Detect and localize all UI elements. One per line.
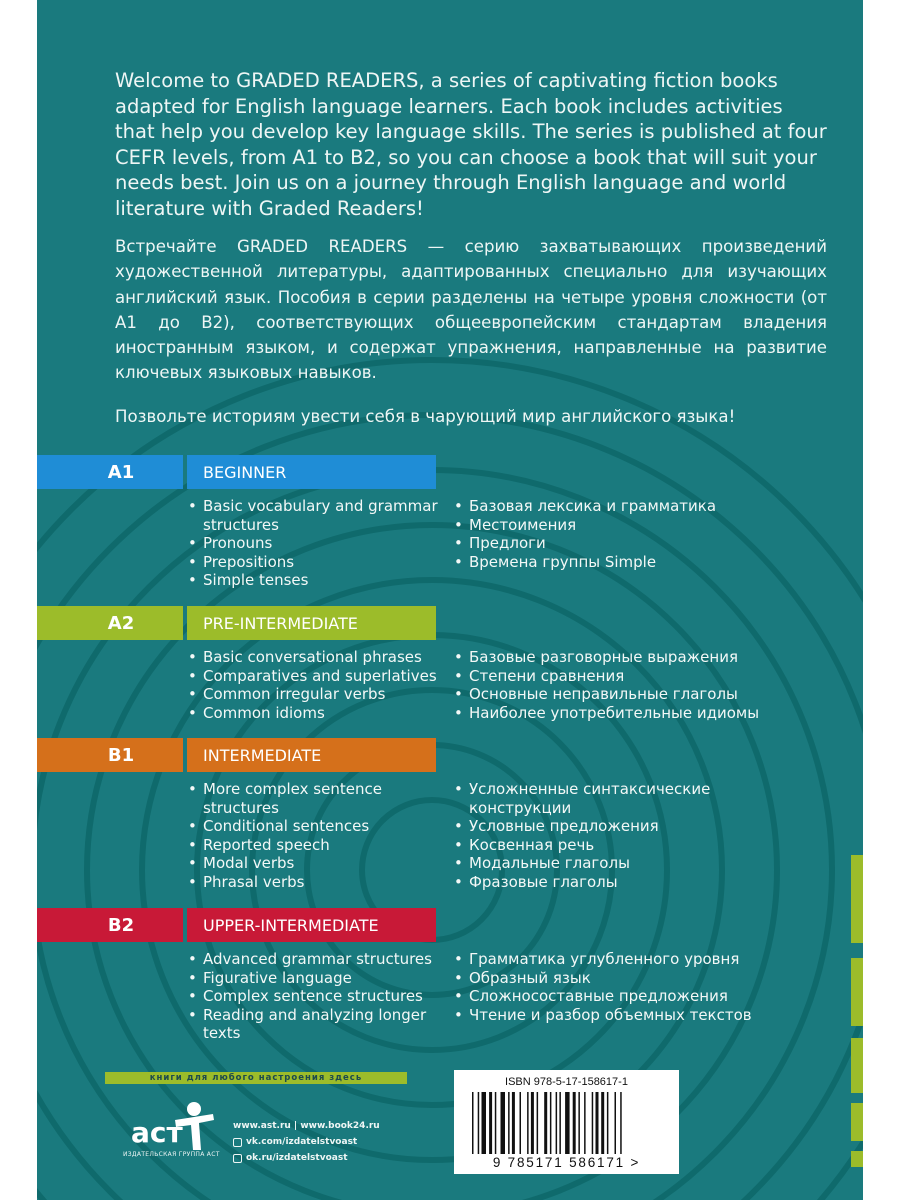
level-code: B1 <box>37 738 183 772</box>
barcode-bar <box>531 1092 534 1154</box>
list-item: • More complex sentence structures <box>187 780 447 817</box>
list-item: • Времена группы Simple <box>453 553 783 572</box>
list-item: • Чтение и разбор объемных текстов <box>453 1006 783 1025</box>
barcode-bar <box>573 1092 576 1154</box>
level-name: UPPER-INTERMEDIATE <box>187 908 436 942</box>
list-item: • Complex sentence structures <box>187 987 447 1006</box>
barcode-digits: 9 785171 586171 > <box>492 1155 641 1170</box>
list-item: • Advanced grammar structures <box>187 950 447 969</box>
barcode-bar <box>501 1092 506 1154</box>
vk-link[interactable]: vk.com/izdatelstvoast <box>233 1134 380 1150</box>
ok-link[interactable]: ok.ru/izdatelstvoast <box>233 1150 380 1166</box>
barcode-bar <box>478 1092 480 1154</box>
barcode-bar <box>601 1092 604 1154</box>
barcode-bar <box>472 1092 474 1154</box>
skills-list-en <box>187 950 447 1043</box>
list-item: • Грамматика углубленного уровня <box>453 950 783 969</box>
skills-list-en <box>187 497 447 590</box>
list-item: • Reading and analyzing longer texts <box>187 1006 447 1043</box>
list-item: • Reported speech <box>187 836 447 855</box>
intro-russian: Встречайте GRADED READERS — серию захватывающих произведений художественной литературы, адаптированных специально для изучающих английский язык. Пособия в серии разделены на четыре уровня сложности (от А1 до В2), соответствующих общеевропейским стандартам владения иностранным языком, и содержат упражнения, направленные на развитие ключевых языковых навыков. <box>115 237 827 383</box>
list-item: • Основные неправильные глаголы <box>453 685 783 704</box>
barcode-bar <box>578 1092 580 1154</box>
back-cover <box>37 0 863 1200</box>
skills-list-en <box>187 780 447 892</box>
list-item: • Модальные глаголы <box>453 854 783 873</box>
vk-icon <box>233 1138 242 1147</box>
list-item: • Basic conversational phrases <box>187 648 447 667</box>
skills-list-ru <box>453 780 783 892</box>
list-item: • Pronouns <box>187 534 447 553</box>
barcode-bar <box>592 1092 594 1154</box>
barcode-label <box>454 1070 679 1174</box>
list-item: • Сложносоставные предложения <box>453 987 783 1006</box>
list-item: • Conditional sentences <box>187 817 447 836</box>
intro-english: Welcome to GRADED READERS, a series of captivating fiction books adapted for English language learners. Each book includes activities that help you develop key language skills. The series is published at four CEFR levels, from A1 to B2, so you can choose a book that will suit your needs best. Join us on a journey through English language and world literature with Graded Readers! <box>115 69 827 220</box>
isbn-text: ISBN 978-5-17-158617-1 <box>505 1076 628 1088</box>
barcode-bar <box>482 1092 487 1154</box>
barcode-bar <box>620 1092 622 1154</box>
list-item: • Figurative language <box>187 969 447 988</box>
skills-list-en <box>187 648 447 722</box>
barcode-bar <box>520 1092 522 1154</box>
list-item: • Местоимения <box>453 516 783 535</box>
list-item: • Common idioms <box>187 704 447 723</box>
list-item: • Comparatives and superlatives <box>187 667 447 686</box>
barcode-bar <box>607 1092 609 1154</box>
barcode-bars <box>468 1092 668 1154</box>
list-item: • Prepositions <box>187 553 447 572</box>
list-item: • Образный язык <box>453 969 783 988</box>
ok-icon <box>233 1154 242 1163</box>
website-links[interactable]: www.ast.ru | www.book24.ru <box>233 1121 380 1131</box>
barcode-bar <box>544 1092 547 1154</box>
barcode-bar <box>489 1092 492 1154</box>
level-name: BEGINNER <box>187 455 436 489</box>
level-code: B2 <box>37 908 183 942</box>
level-name: INTERMEDIATE <box>187 738 436 772</box>
list-item: • Simple tenses <box>187 571 447 590</box>
svg-text:аст: аст <box>131 1116 183 1149</box>
barcode-bar <box>527 1092 529 1154</box>
barcode-bar <box>596 1092 599 1154</box>
barcode-bar <box>565 1092 570 1154</box>
barcode-bar <box>584 1092 586 1154</box>
publisher-links <box>233 1118 380 1166</box>
intro-russian-closing: Позвольте историям увести себя в чарующий мир английского языка! <box>115 407 736 426</box>
barcode-bar <box>550 1092 552 1154</box>
skills-list-ru <box>453 497 783 571</box>
list-item: • Усложненные синтаксические конструкции <box>453 780 783 817</box>
level-code: A1 <box>37 455 183 489</box>
barcode-bar <box>508 1092 510 1154</box>
barcode-bar <box>495 1092 497 1154</box>
barcode-bar <box>537 1092 539 1154</box>
level-code: A2 <box>37 606 183 640</box>
level-name: PRE-INTERMEDIATE <box>187 606 436 640</box>
list-item: • Условные предложения <box>453 817 783 836</box>
list-item: • Базовая лексика и грамматика <box>453 497 783 516</box>
skills-list-ru <box>453 648 783 722</box>
list-item: • Phrasal verbs <box>187 873 447 892</box>
list-item: • Фразовые глаголы <box>453 873 783 892</box>
tagline-banner: книги для любого настроения здесь <box>105 1072 407 1084</box>
list-item: • Базовые разговорные выражения <box>453 648 783 667</box>
list-item: • Modal verbs <box>187 854 447 873</box>
list-item: • Basic vocabulary and grammar structures <box>187 497 447 534</box>
barcode-bar <box>559 1092 561 1154</box>
publisher-name: ИЗДАТЕЛЬСКАЯ ГРУППА АСТ <box>123 1151 220 1158</box>
skills-list-ru <box>453 950 783 1024</box>
barcode-bar <box>615 1092 617 1154</box>
list-item: • Наиболее употребительные идиомы <box>453 704 783 723</box>
barcode-bar <box>556 1092 558 1154</box>
barcode-bar <box>512 1092 515 1154</box>
list-item: • Косвенная речь <box>453 836 783 855</box>
list-item: • Common irregular verbs <box>187 685 447 704</box>
list-item: • Предлоги <box>453 534 783 553</box>
list-item: • Степени сравнения <box>453 667 783 686</box>
